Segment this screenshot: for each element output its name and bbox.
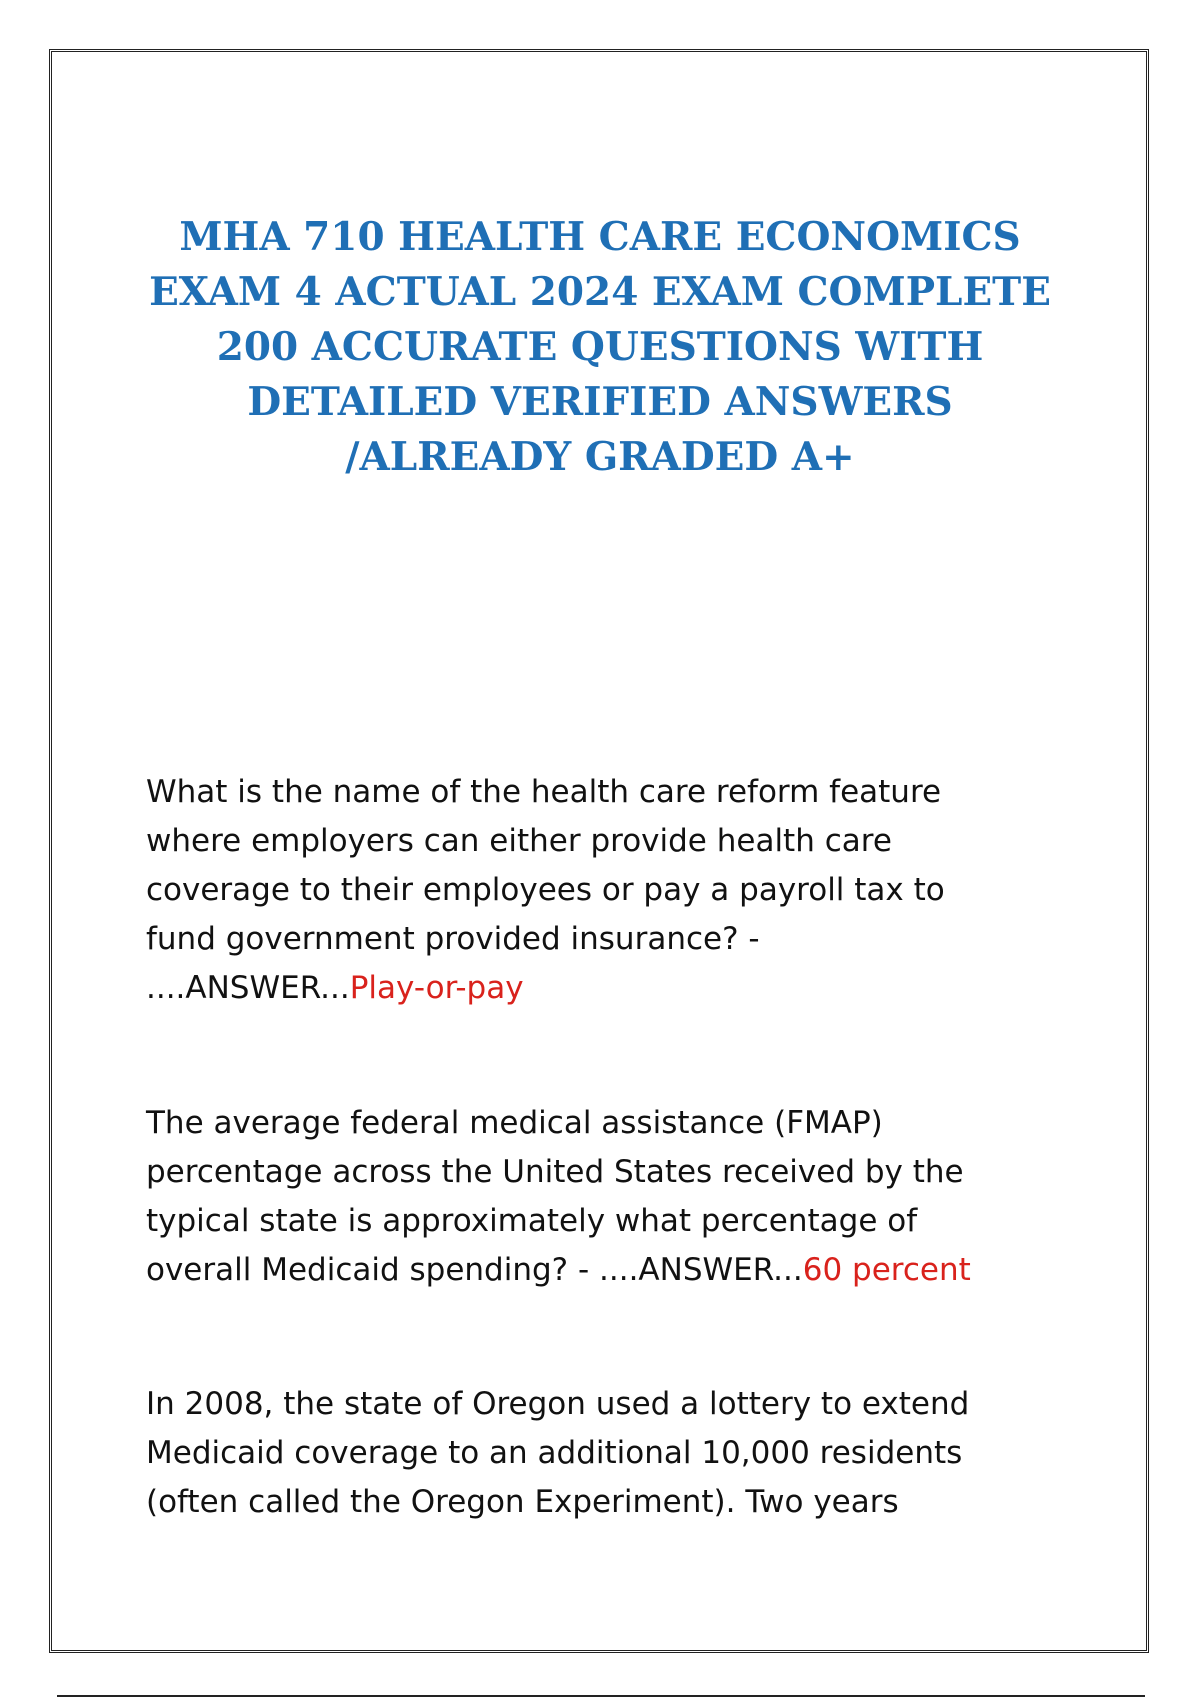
question-2-answer-line <box>146 1246 1076 1295</box>
answer-label: ....ANSWER... <box>146 970 350 1006</box>
title-line-2: EXAM 4 ACTUAL 2024 EXAM COMPLETE <box>149 269 1051 315</box>
answer-text: 60 percent <box>802 1252 971 1288</box>
question-2-line-2: percentage across the United States received by the <box>146 1154 964 1190</box>
question-3-line-3: (often called the Oregon Experiment). Two years <box>146 1484 899 1520</box>
question-2-line-1: The average federal medical assistance (FMAP) <box>146 1105 883 1141</box>
answer-text: Play-or-pay <box>349 970 524 1006</box>
answer-label: overall Medicaid spending? - ....ANSWER... <box>146 1252 803 1288</box>
title-line-1: MHA 710 HEALTH CARE ECONOMICS <box>179 214 1021 260</box>
question-3-line-2: Medicaid coverage to an additional 10,000 residents <box>146 1435 963 1471</box>
title-line-5: /ALREADY GRADED A+ <box>345 434 855 480</box>
question-3-line-1: In 2008, the state of Oregon used a lottery to extend <box>146 1386 970 1422</box>
question-1-answer-line <box>146 964 1076 1013</box>
question-2-line-3: typical state is approximately what percentage of <box>146 1203 918 1239</box>
question-1 <box>146 768 1076 1013</box>
question-1-line-1: What is the name of the health care reform feature <box>146 774 942 810</box>
title-line-3: 200 ACCURATE QUESTIONS WITH <box>216 324 984 370</box>
next-page-edge <box>57 1695 1145 1697</box>
question-3 <box>146 1380 1076 1527</box>
title-line-4: DETAILED VERIFIED ANSWERS <box>247 379 953 425</box>
question-2 <box>146 1099 1076 1295</box>
question-1-line-4: fund government provided insurance? - <box>146 921 760 957</box>
question-1-line-3: coverage to their employees or pay a payroll tax to <box>146 872 945 908</box>
question-1-line-2: where employers can either provide health care <box>146 823 892 859</box>
document-title <box>120 210 1080 485</box>
